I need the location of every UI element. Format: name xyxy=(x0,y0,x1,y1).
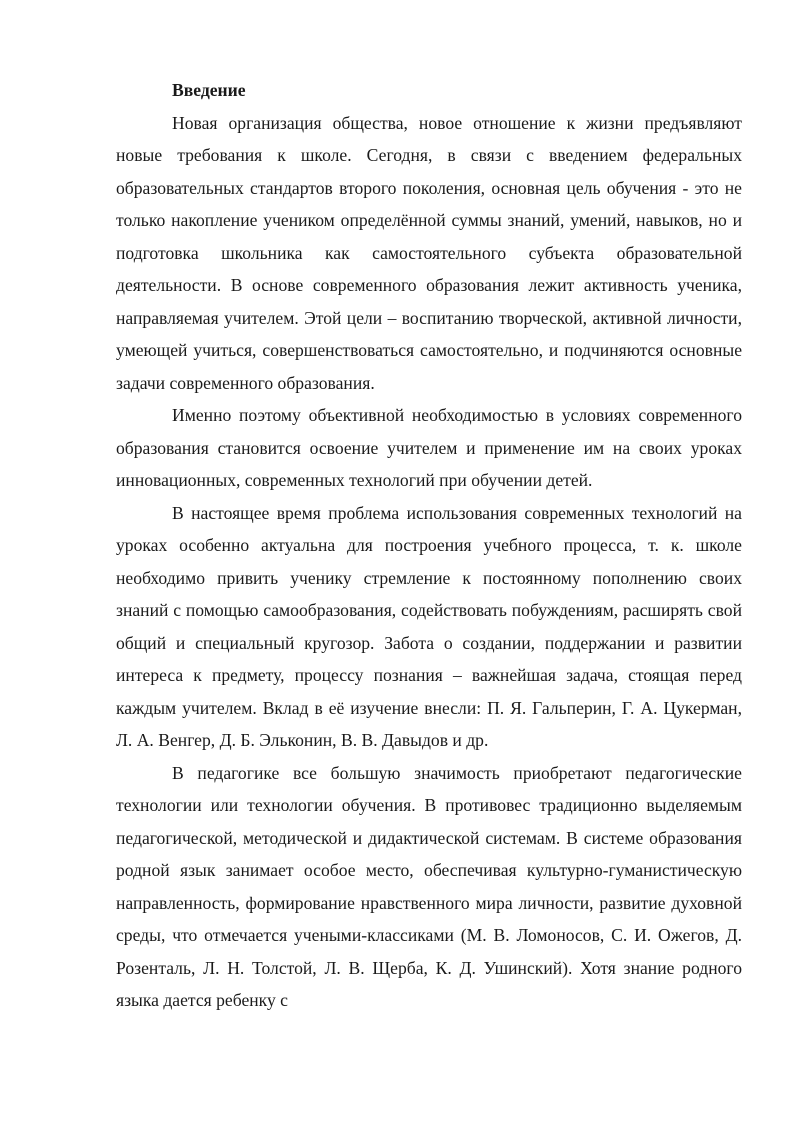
section-heading: Введение xyxy=(172,80,246,100)
paragraph-4: В педагогике все большую значимость приобретают педагогические технологии или технологии обучения. В противовес традиционно выделяемым педагогической, методической и дидактической системам. В системе образования родной язык занимает особое место, обеспечивая культурно-гуманистическую направленность, формирование нравственного мира личности, развитие духовной среды, что отмечается учеными-классиками (М. В. Ломоносов, С. И. Ожегов, Д. Розенталь, Л. Н. Толстой, Л. В. Щерба, К. Д. Ушинский). Хотя знание родного языка дается ребенку с xyxy=(116,762,742,1010)
paragraph-2: Именно поэтому объективной необходимостью в условиях современного образования становится освоение учителем и применение им на своих уроках инновационных, современных технологий при обучении детей. xyxy=(116,405,742,490)
paragraph-1: Новая организация общества, новое отношение к жизни предъявляют новые требования к школе. Сегодня, в связи с введением федеральных образовательных стандартов второго поколения, основная цель обучения - это не только накопление учеником определённой суммы знаний, умений, навыков, но и подготовка школьника как самостоятельного субъекта образовательной деятельности. В основе современного образования лежит активность ученика, направляемая учителем. Этой цели – воспитанию творческой, активной личности, умеющей учиться, совершенствоваться самостоятельно, и подчиняются основные задачи современного образования. xyxy=(116,112,742,393)
paragraph-3: В настоящее время проблема использования современных технологий на уроках особенно актуальна для построения учебного процесса, т. к. школе необходимо привить ученику стремление к постоянному пополнению своих знаний с помощью самообразования, содействовать побуждениям, расширять свой общий и специальный кругозор. Забота о создании, поддержании и развитии интереса к предмету, процессу познания – важнейшая задача, стоящая перед каждым учителем. Вклад в её изучение внесли: П. Я. Гальперин, Г. А. Цукерман, Л. А. Венгер, Д. Б. Эльконин, В. В. Давыдов и др. xyxy=(116,502,742,750)
document-body xyxy=(116,74,742,1017)
